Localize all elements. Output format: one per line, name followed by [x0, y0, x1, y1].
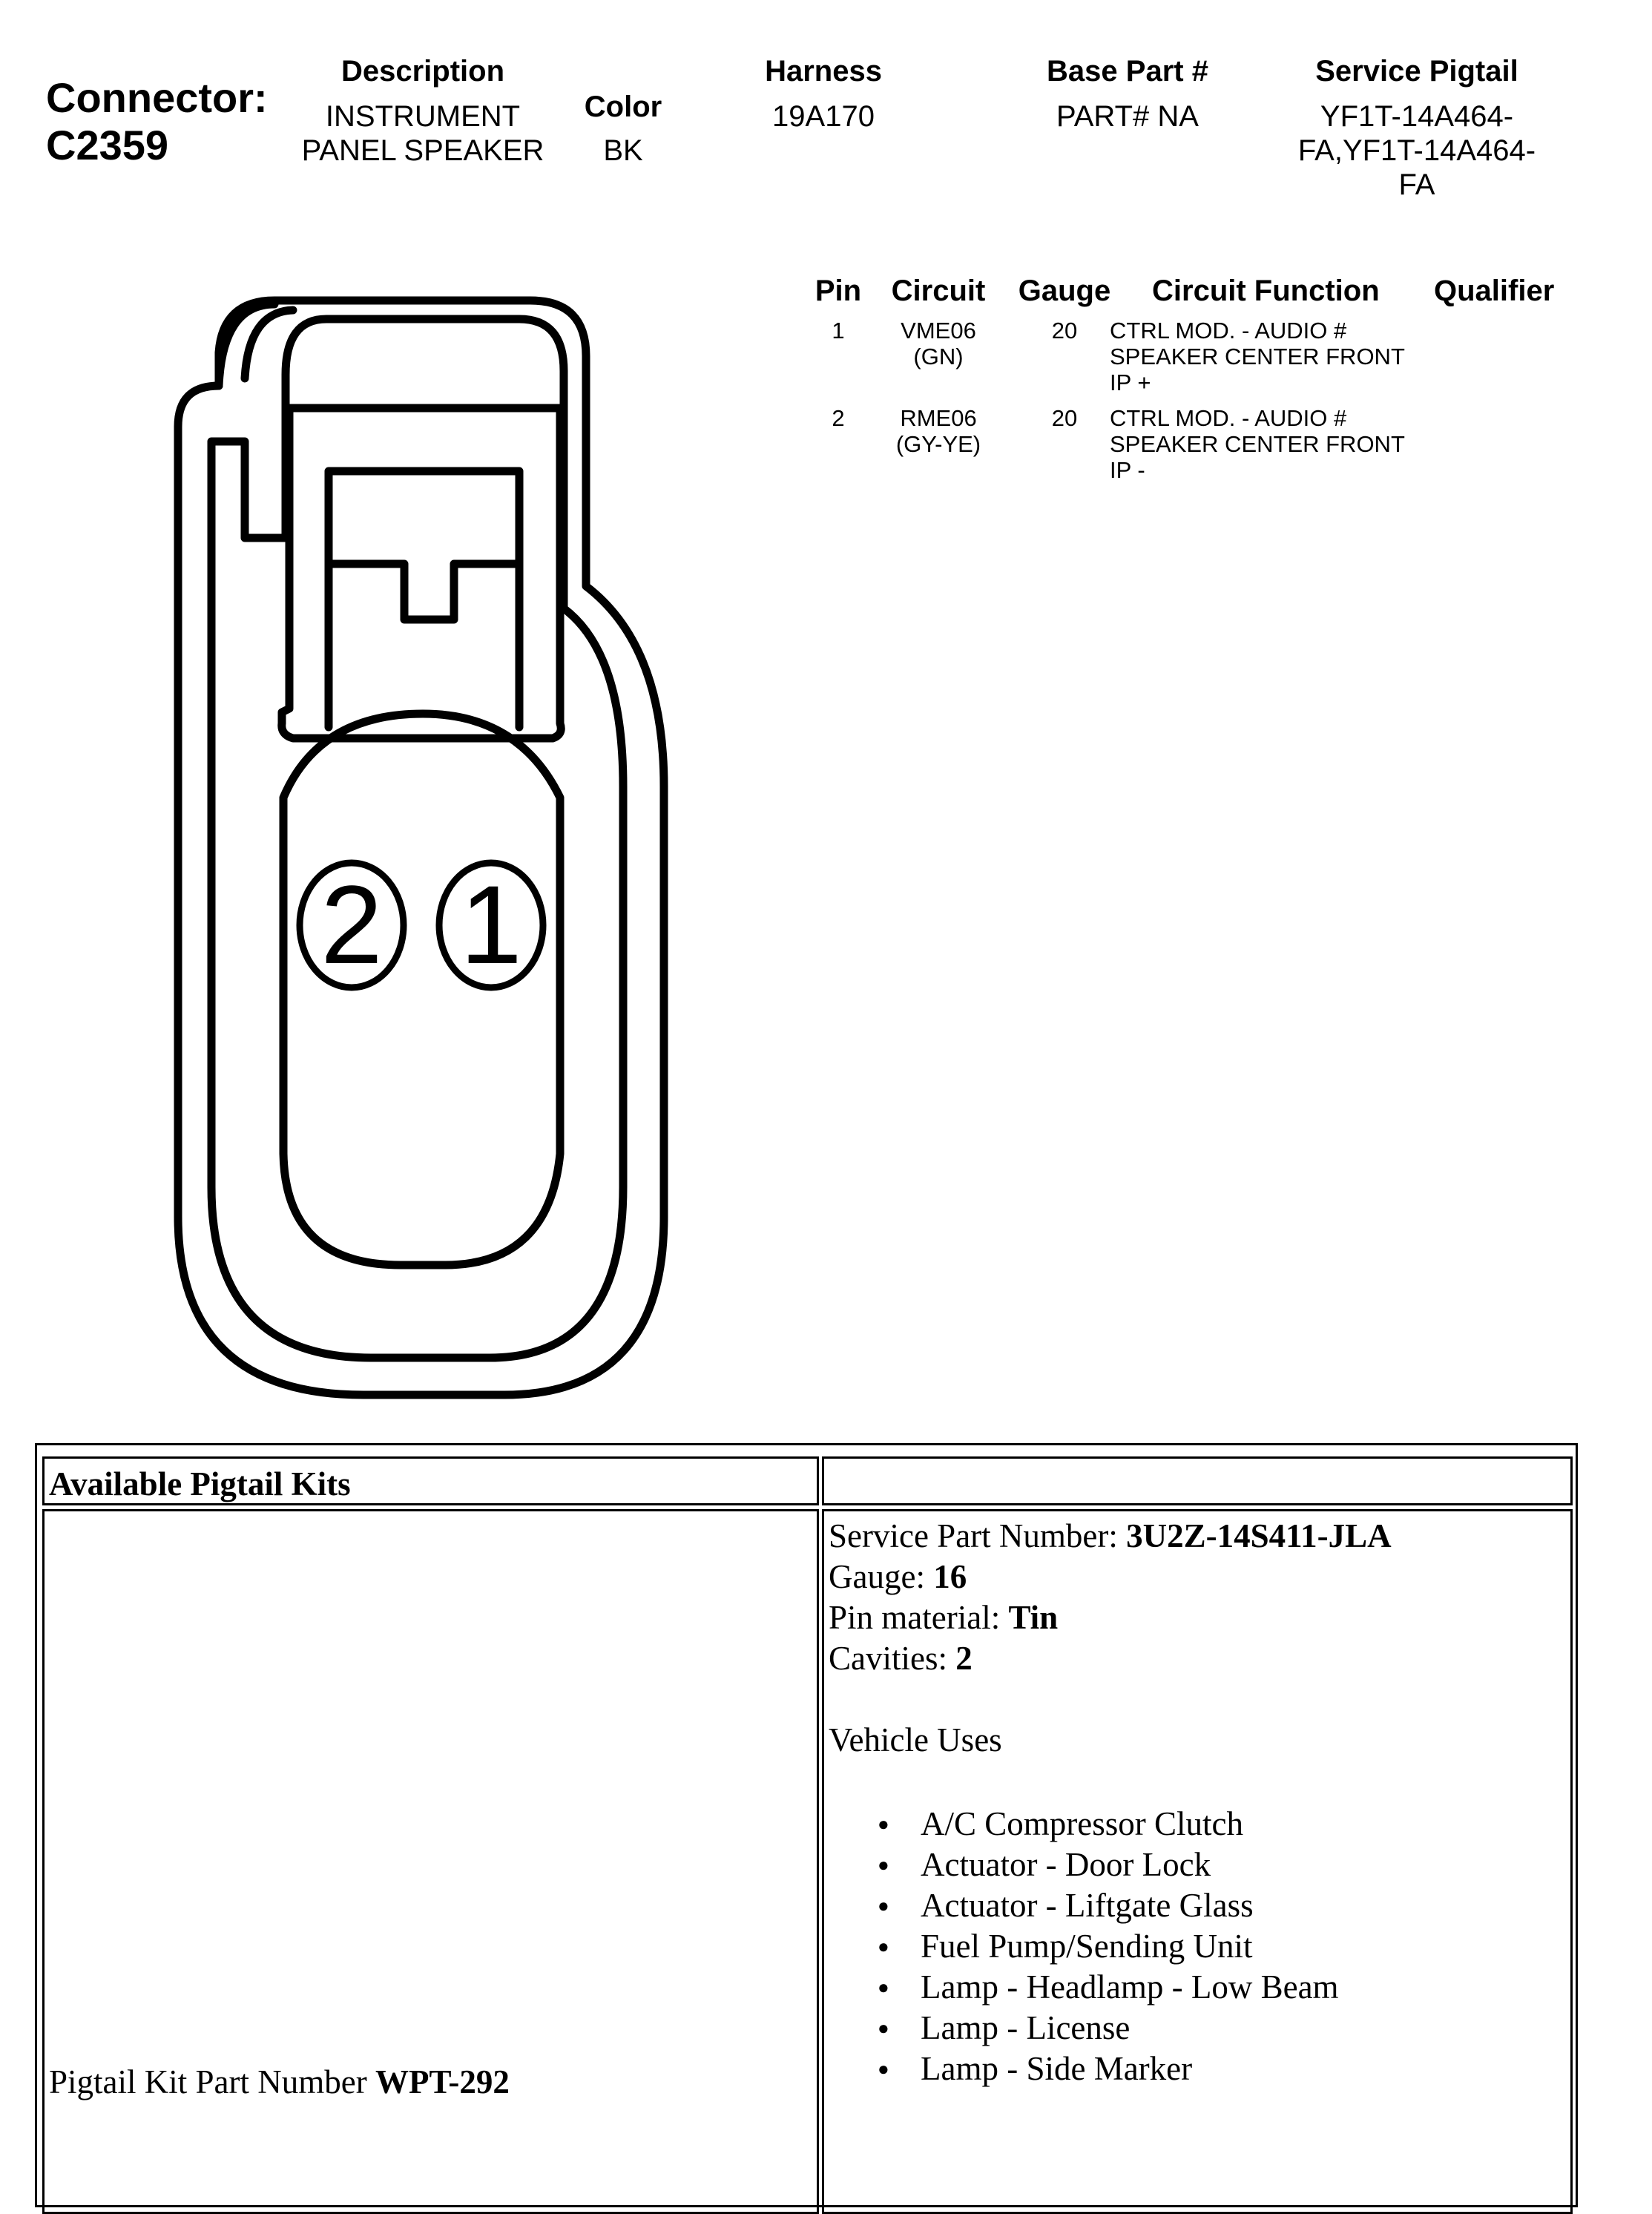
row-1-function-line-2: SPEAKER CENTER FRONT — [1110, 344, 1405, 369]
row-1-circuit — [875, 318, 1001, 369]
row-2-function-line-2: SPEAKER CENTER FRONT — [1110, 431, 1405, 457]
connector-diagram — [0, 0, 816, 1447]
service-pigtail-line-3: FA — [1398, 168, 1435, 201]
vehicle-uses-label: Vehicle Uses — [829, 1721, 1002, 1758]
service-part-line — [829, 1516, 1570, 1557]
vehicle-use-item: ● Actuator - Door Lock — [829, 1845, 1570, 1885]
color-value: BK — [603, 134, 643, 167]
pin-1-label: 1 — [460, 862, 522, 987]
row-2-circuit-line-2: (GY-YE) — [895, 431, 981, 457]
vehicle-use-item: ● Actuator - Liftgate Glass — [829, 1885, 1570, 1926]
pigtail-title-cell — [42, 1456, 819, 1505]
service-part-label: Service Part Number: — [829, 1517, 1127, 1554]
gauge-label: Gauge: — [829, 1558, 934, 1595]
pigtail-kit-part — [49, 2062, 510, 2103]
description-line-1: INSTRUMENT — [325, 100, 521, 133]
pin-material-label: Pin material: — [829, 1599, 1009, 1636]
gauge-value: 16 — [933, 1558, 967, 1595]
latch-inner-frame — [329, 471, 519, 727]
pigtail-kit-part-value: WPT-292 — [375, 2063, 510, 2100]
row-1-circuit-line-1: VME06 — [901, 318, 976, 344]
pigtail-kit-cell — [42, 1509, 819, 2214]
base-part-value: PART# NA — [1056, 100, 1199, 133]
service-pigtail-line-2: FA,YF1T-14A464- — [1297, 134, 1536, 167]
housing-outer-outline — [178, 300, 664, 1395]
pigtail-kit-part-label: Pigtail Kit Part Number — [49, 2063, 375, 2100]
row-2-circuit-line-1: RME06 — [900, 405, 977, 431]
circuit-header: Circuit — [891, 275, 986, 307]
qualifier-header: Qualifier — [1434, 275, 1555, 307]
row-2-gauge: 20 — [1051, 405, 1078, 431]
row-1-function — [1110, 318, 1436, 395]
row-1-gauge: 20 — [1051, 318, 1078, 344]
latch-tooth — [329, 564, 519, 620]
vehicle-use-item: ● Fuel Pump/Sending Unit — [829, 1926, 1570, 1967]
cavities-label: Cavities: — [829, 1640, 956, 1677]
row-1-function-line-3: IP + — [1110, 369, 1151, 395]
pin-header: Pin — [815, 275, 862, 307]
pigtail-title-empty-cell — [822, 1456, 1573, 1505]
cavities-value: 2 — [955, 1640, 973, 1677]
row-2-function-line-1: CTRL MOD. - AUDIO # — [1110, 405, 1347, 431]
harness-value: 19A170 — [772, 100, 875, 133]
circuit-function-header: Circuit Function — [1152, 275, 1380, 307]
pin-material-line — [829, 1597, 1570, 1638]
pin-material-value: Tin — [1008, 1599, 1059, 1636]
row-1-function-line-1: CTRL MOD. - AUDIO # — [1110, 318, 1347, 344]
row-2-function-line-3: IP - — [1110, 457, 1145, 483]
service-pigtail-line-1: YF1T-14A464- — [1320, 100, 1514, 133]
service-pigtail-header: Service Pigtail — [1315, 55, 1518, 88]
gauge-header: Gauge — [1018, 275, 1111, 307]
vehicle-use-item: ● Lamp - Headlamp - Low Beam — [829, 1967, 1570, 2008]
row-1-pin: 1 — [832, 318, 845, 344]
vehicle-use-item: ● Lamp - Side Marker — [829, 2049, 1570, 2089]
gauge-line — [829, 1557, 1570, 1597]
description-line-2: PANEL SPEAKER — [301, 134, 544, 167]
cavities-line — [829, 1638, 1570, 1679]
connector-label: Connector: — [46, 74, 268, 121]
vehicle-use-item: ● A/C Compressor Clutch — [829, 1804, 1570, 1845]
description-header: Description — [340, 55, 505, 88]
vehicle-use-item: ● Lamp - License — [829, 2008, 1570, 2049]
pigtail-title: Available Pigtail Kits — [49, 1465, 351, 1502]
row-2-function — [1110, 405, 1436, 483]
vehicle-uses-list — [829, 1804, 1570, 2089]
color-header: Color — [584, 91, 662, 123]
harness-header: Harness — [765, 55, 882, 88]
connector-id: C2359 — [46, 122, 169, 168]
service-part-value: 3U2Z-14S411-JLA — [1126, 1517, 1392, 1554]
row-1-circuit-line-2: (GN) — [913, 344, 964, 369]
pin-2-label: 2 — [320, 862, 383, 987]
pigtail-info-cell — [822, 1509, 1573, 2214]
service-pigtail-value — [1261, 99, 1573, 202]
base-part-header: Base Part # — [1047, 55, 1208, 88]
terminal-body — [283, 714, 560, 1265]
row-2-pin: 2 — [832, 405, 845, 431]
row-2-circuit — [875, 405, 1001, 457]
